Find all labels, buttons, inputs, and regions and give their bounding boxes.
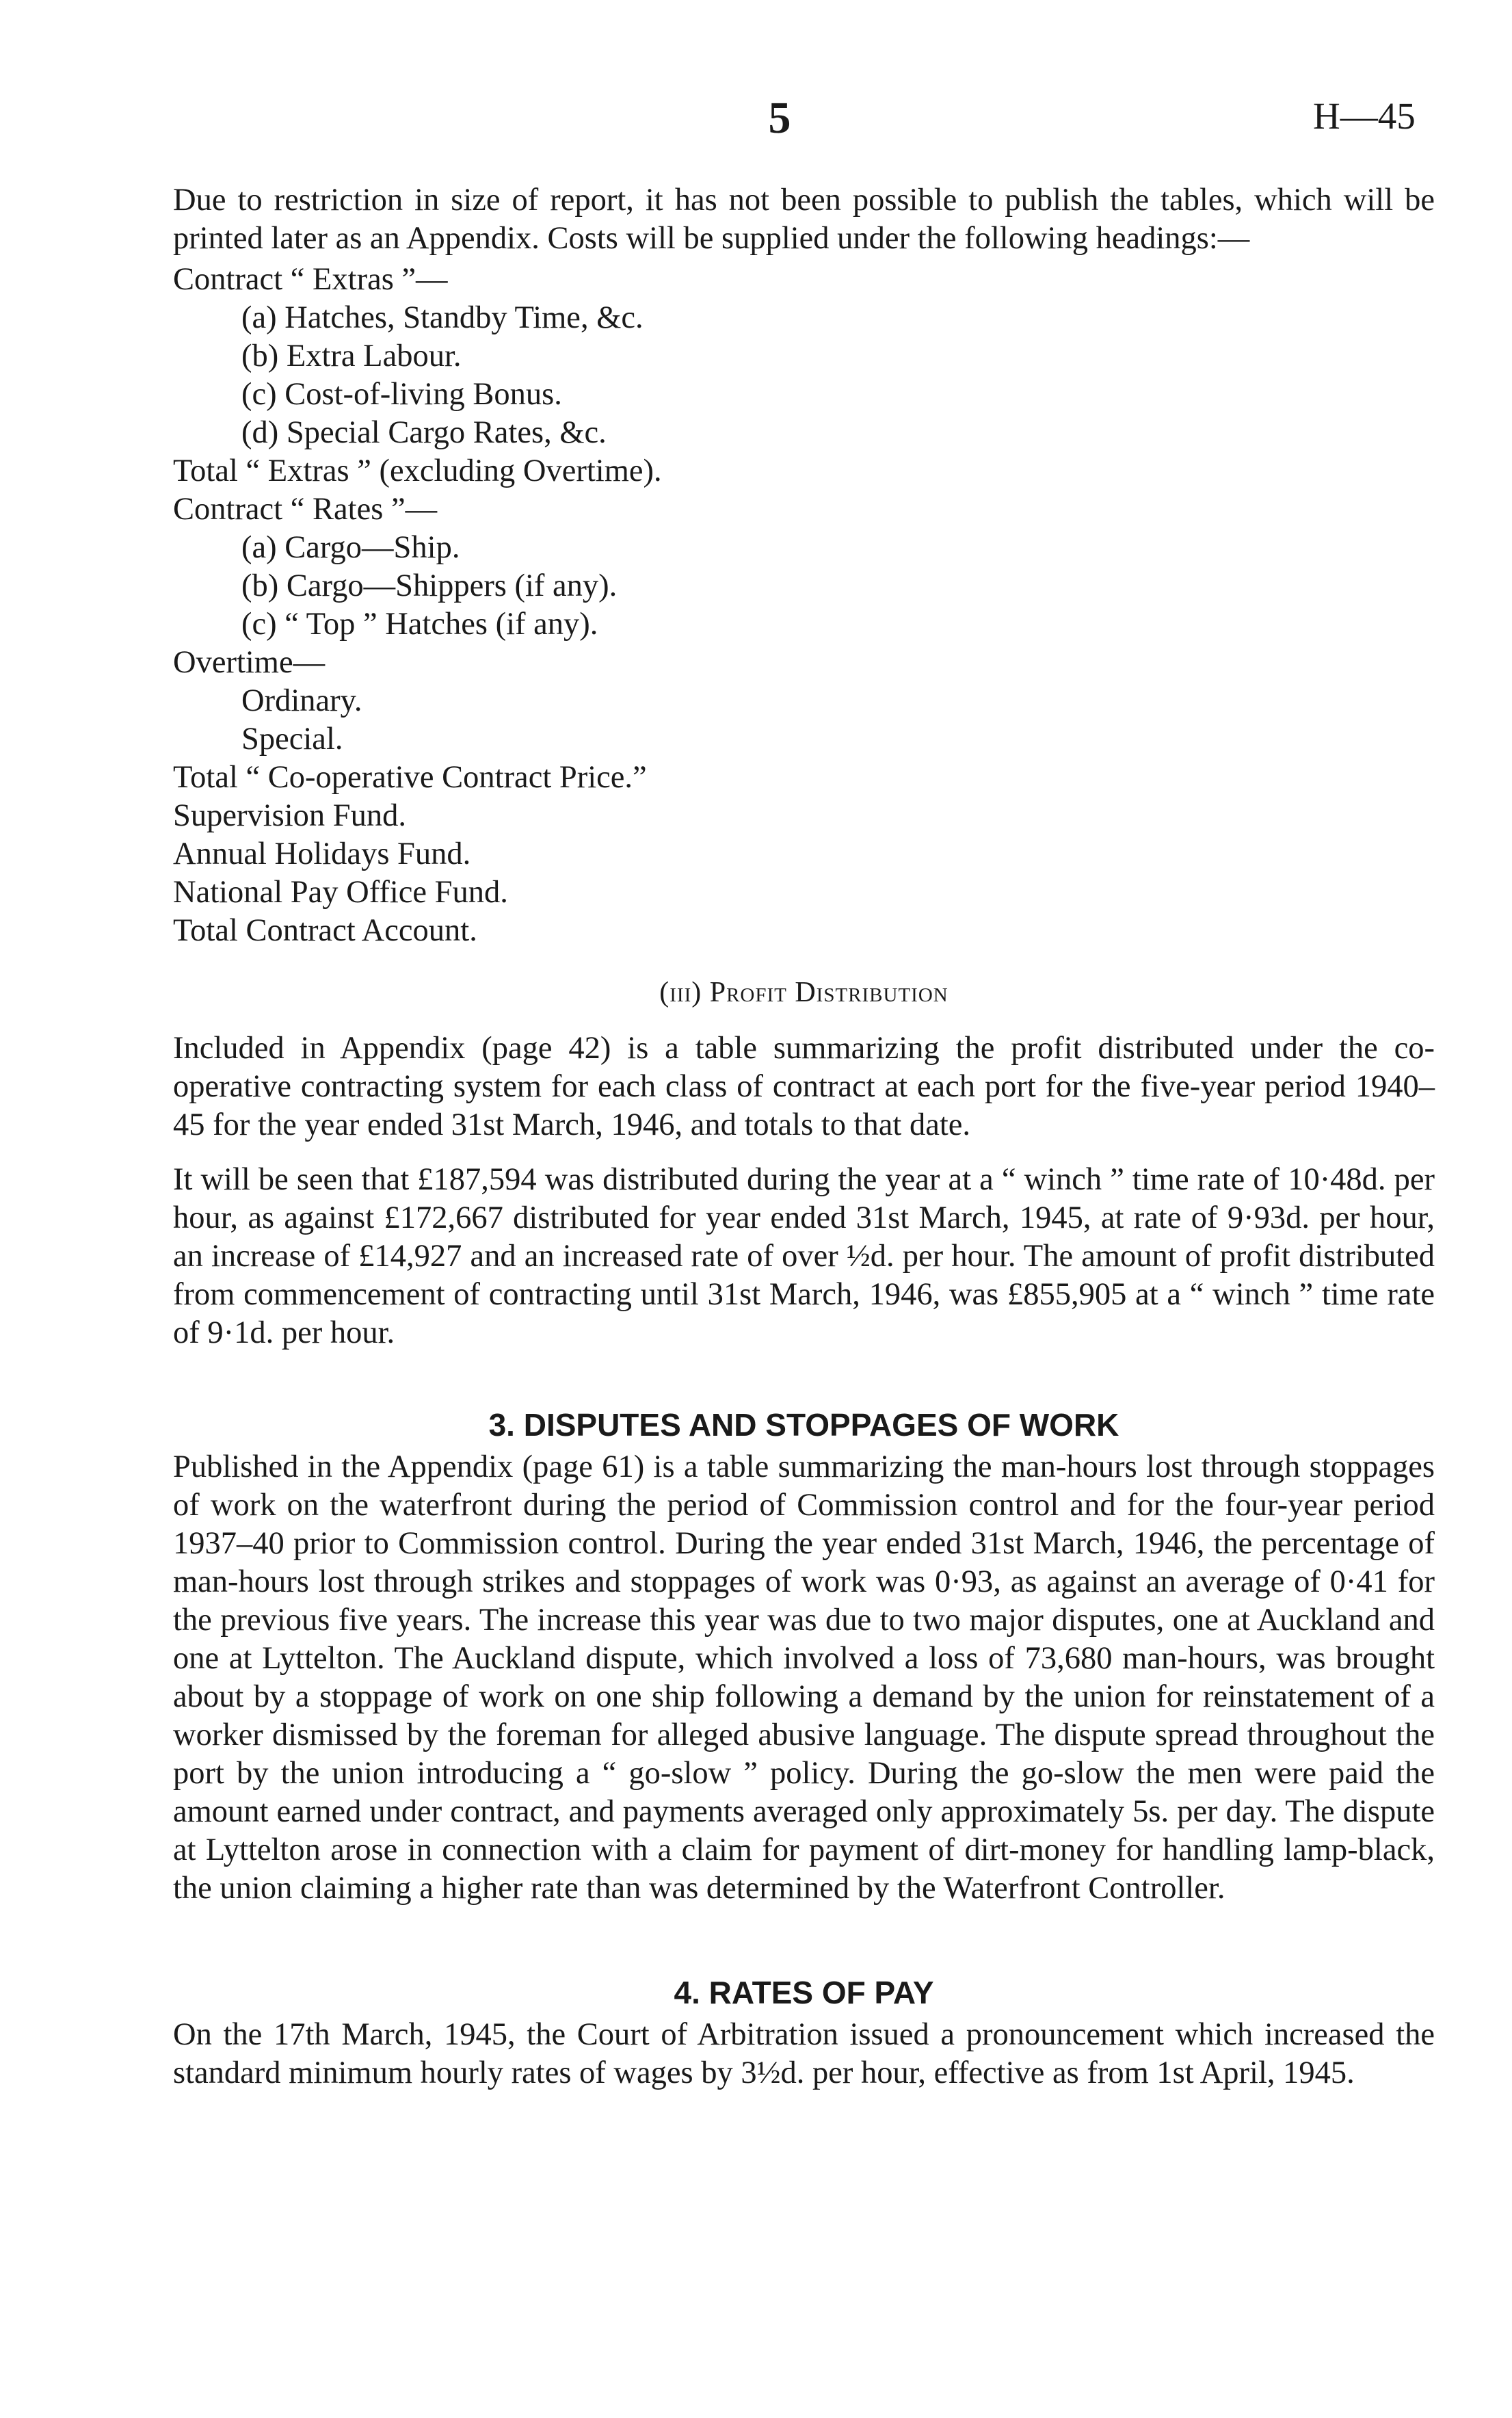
list-item: (c) Cost-of-living Bonus. xyxy=(241,377,562,412)
list-item: Total “ Co-operative Contract Price.” xyxy=(173,760,647,795)
list-item: Overtime— xyxy=(173,645,326,680)
profit-distribution-heading: (iii) Profit Distribution xyxy=(659,977,949,1008)
document-code: H—45 xyxy=(1313,95,1416,137)
list-item: (c) “ Top ” Hatches (if any). xyxy=(241,607,598,642)
list-item: Total Contract Account. xyxy=(173,913,477,948)
list-item: Contract “ Extras ”— xyxy=(173,262,448,297)
cost-headings-list xyxy=(173,261,1435,950)
list-item: (b) Extra Labour. xyxy=(241,339,462,373)
list-item: (b) Cargo—Shippers (if any). xyxy=(241,568,618,603)
list-item: (a) Hatches, Standby Time, &c. xyxy=(241,300,644,335)
list-item: Supervision Fund. xyxy=(173,798,407,833)
rates-of-pay-paragraph: On the 17th March, 1945, the Court of Arbitration issued a pronouncement which increased the standard minimum hourly rates of wages by 3½d. per hour, effective as from 1st April, 1945. xyxy=(173,2017,1435,2090)
list-item: (d) Special Cargo Rates, &c. xyxy=(241,415,607,450)
profit-paragraph-1: Included in Appendix (page 42) is a table summarizing the profit distributed under the co-operative contracting system for each class of contract at each port for the five-year period 1940–45 for the year ended 31st March, 1946, and totals to that date. xyxy=(173,1031,1435,1142)
intro-paragraph: Due to restriction in size of report, it has not been possible to publish the tables, which will be printed later as an Appendix. Costs will be supplied under the following headings:— xyxy=(173,183,1435,256)
list-item: National Pay Office Fund. xyxy=(173,875,508,910)
list-item: (a) Cargo—Ship. xyxy=(241,530,460,565)
rates-of-pay-heading: 4. RATES OF PAY xyxy=(674,1975,934,2010)
page-content xyxy=(173,181,1435,2092)
list-item: Special. xyxy=(241,722,343,757)
page-number: 5 xyxy=(768,93,791,143)
list-item: Ordinary. xyxy=(241,683,362,718)
list-item: Annual Holidays Fund. xyxy=(173,837,471,871)
disputes-heading: 3. DISPUTES AND STOPPAGES OF WORK xyxy=(488,1407,1119,1443)
profit-paragraph-2: It will be seen that £187,594 was distributed during the year at a “ winch ” time rate of 10·48d. per hour, as against £172,667 distributed for year ended 31st March, 1945, at rate of 9·93d. per hour, an increase of £14,927 and an increased rate of over ½d. per hour. The amount of profit distributed from commencement of contracting until 31st March, 1946, was £855,905 at a “ winch ” time rate of 9·1d. per hour. xyxy=(173,1162,1435,1350)
list-item: Total “ Extras ” (excluding Overtime). xyxy=(173,454,662,488)
disputes-paragraph: Published in the Appendix (page 61) is a table summarizing the man-hours lost through stoppages of work on the waterfront during the period of Commission control and for the four-year period 1937–40 prior to Commission control. During the year ended 31st March, 1946, the percentage of man-hours lost through strikes and stoppages of work was 0·93, as against an average of 0·41 for the previous five years. The increase this year was due to two major disputes, one at Auckland and one at Lyttelton. The Auckland dispute, which involved a loss of 73,680 man-hours, was brought about by a stoppage of work on one ship following a demand by the union for reinstatement of a worker dismissed by the foreman for alleged abusive language. The dispute spread throughout the port by the union introducing a “ go-slow ” policy. During the go-slow the men were paid the amount earned under contract, and payments averaged only approximately 5s. per day. The dispute at Lyttelton arose in connection with a claim for payment of dirt-money for handling lamp-black, the union claiming a higher rate than was determined by the Waterfront Controller. xyxy=(173,1449,1435,1906)
list-item: Contract “ Rates ”— xyxy=(173,492,438,527)
